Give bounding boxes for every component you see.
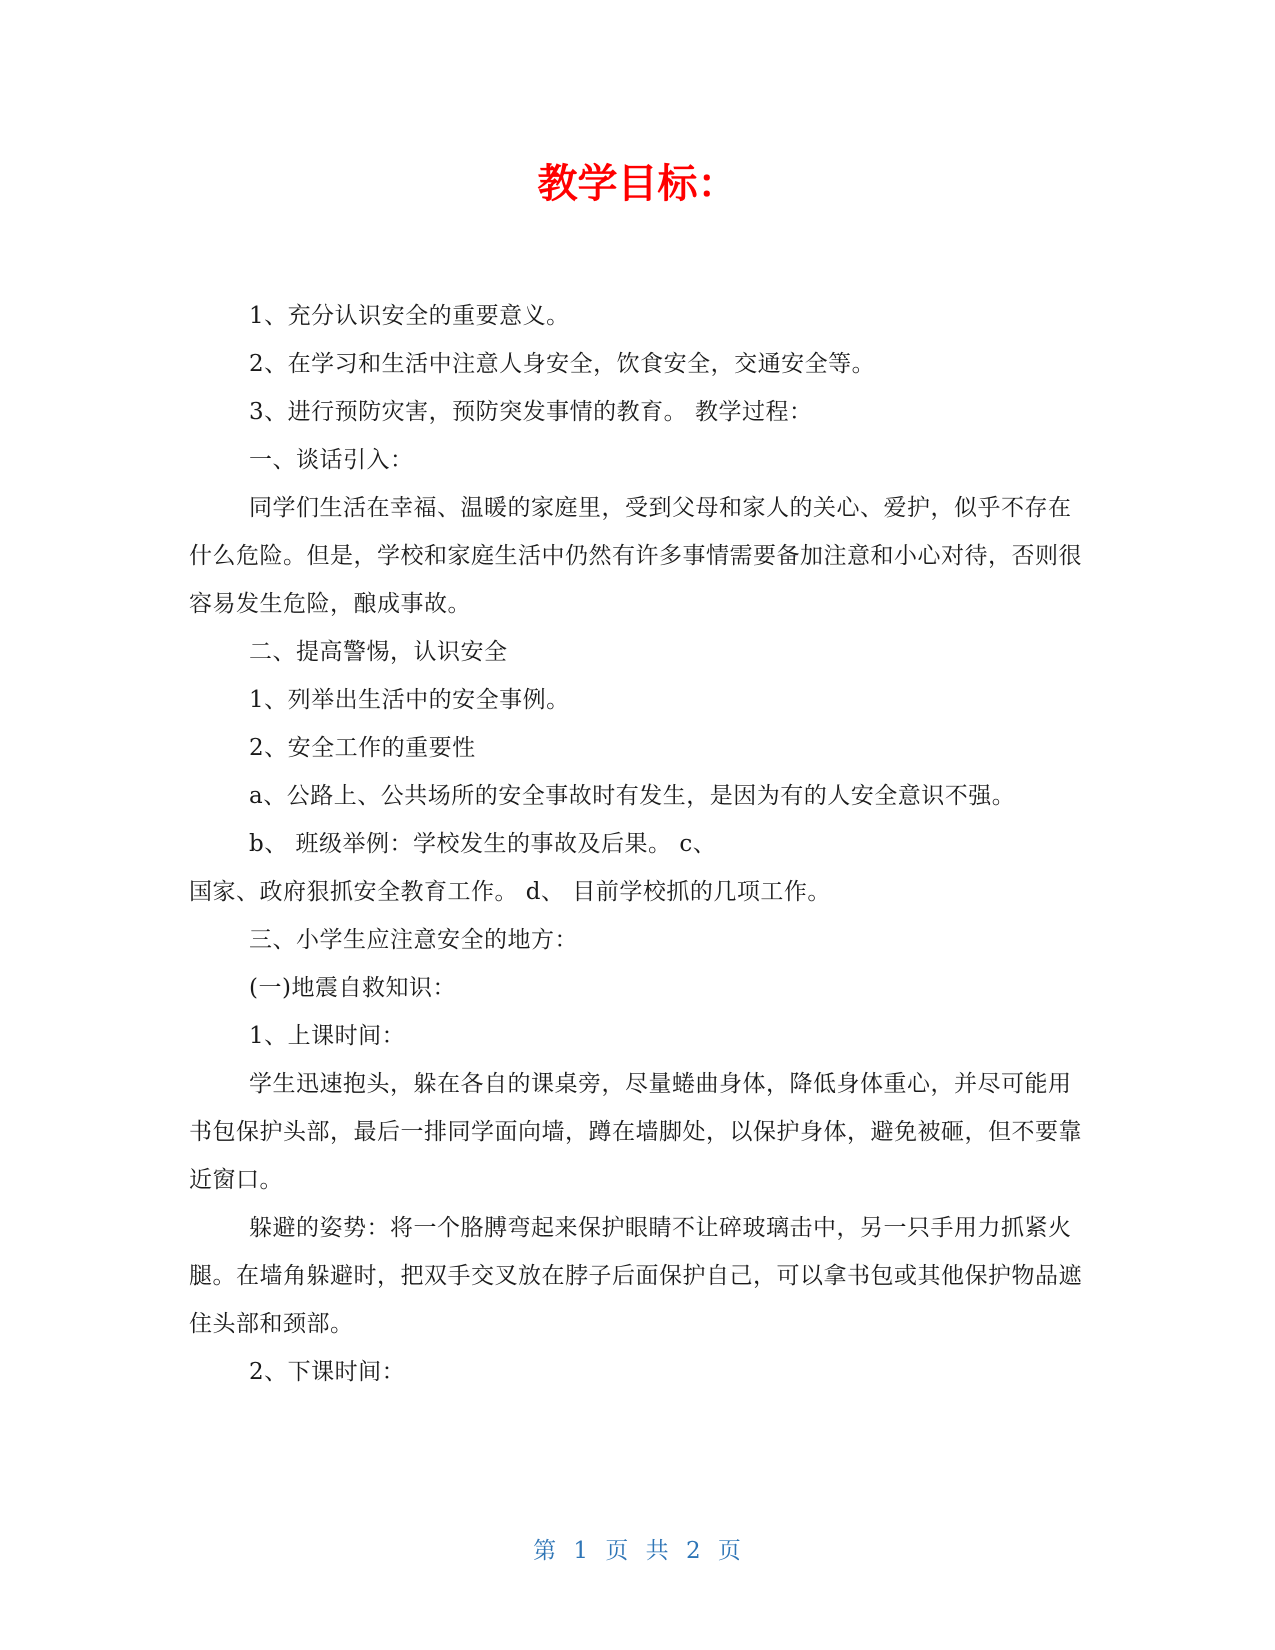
- subsection-heading: (一)地震自救知识：: [249, 975, 456, 1001]
- footer-suffix: 页: [717, 1538, 742, 1564]
- footer-page-label: 页: [605, 1538, 630, 1564]
- paragraph: 学生迅速抱头，躲在各自的课桌旁，尽量蜷曲身体，降低身体重心，并尽可能用书包保护头部，最后一排同学面向墙，蹲在墙脚处，以保护身体，避免被砸，但不要靠近窗口。: [189, 1071, 1082, 1193]
- paragraph: b、 班级举例：学校发生的事故及后果。 c、: [249, 831, 717, 857]
- document-body: [189, 292, 1089, 1396]
- page-footer: [0, 1532, 1275, 1565]
- paragraph: 1、上课时间：: [249, 1023, 406, 1049]
- footer-total-label: 共: [645, 1538, 670, 1564]
- footer-current-page: 1: [573, 1538, 590, 1564]
- paragraph: 躲避的姿势：将一个胳膊弯起来保护眼睛不让碎玻璃击中，另一只手用力抓紧火腿。在墙角躲避时，把双手交叉放在脖子后面保护自己，可以拿书包或其他保护物品遮住头部和颈部。: [189, 1215, 1082, 1337]
- footer-total-pages: 2: [685, 1538, 702, 1564]
- paragraph: 2、下课时间：: [249, 1359, 406, 1385]
- paragraph: 1、列举出生活中的安全事例。: [249, 687, 570, 713]
- paragraph: 2、安全工作的重要性: [249, 735, 476, 761]
- section-heading: 二、提高警惕，认识安全: [249, 639, 508, 665]
- paragraph: 2、在学习和生活中注意人身安全，饮食安全，交通安全等。: [249, 351, 876, 377]
- section-heading: 一、谈话引入：: [249, 447, 414, 473]
- paragraph: 3、进行预防灾害，预防突发事情的教育。 教学过程：: [249, 399, 813, 425]
- section-heading: 三、小学生应注意安全的地方：: [249, 927, 578, 953]
- page-title: 教学目标：: [537, 161, 738, 207]
- paragraph: a、公路上、公共场所的安全事故时有发生，是因为有的人安全意识不强。: [249, 783, 1016, 809]
- paragraph: 1、充分认识安全的重要意义。: [249, 303, 570, 329]
- paragraph: 国家、政府狠抓安全教育工作。 d、 目前学校抓的几项工作。: [189, 879, 831, 905]
- footer-prefix: 第: [533, 1538, 558, 1564]
- paragraph: 同学们生活在幸福、温暖的家庭里，受到父母和家人的关心、爱护，似乎不存在什么危险。但是，学校和家庭生活中仍然有许多事情需要备加注意和小心对待，否则很容易发生危险，酿成事故。: [189, 495, 1082, 617]
